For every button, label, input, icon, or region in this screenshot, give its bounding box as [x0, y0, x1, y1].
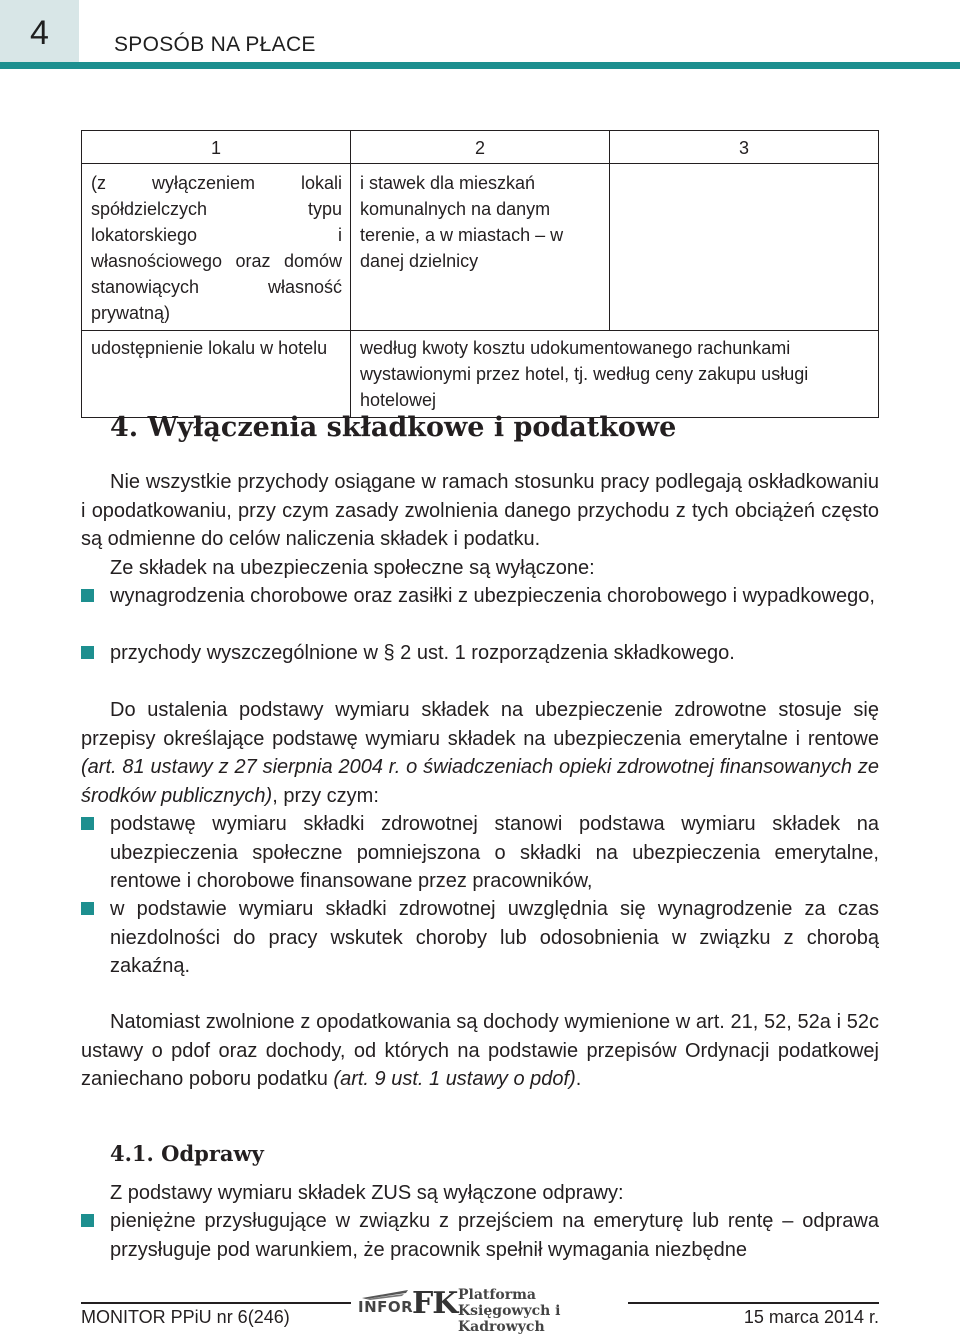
- table-row: [82, 164, 879, 331]
- logo-infor-text: INFOR: [358, 1298, 414, 1316]
- bullet-square-icon: [81, 1214, 94, 1227]
- section-intro-text: Nie wszystkie przychody osiągane w ramach stosunku pracy podlegają oskładkowaniu i opodatkowaniu, przy czym zasady zwolnienia danego przychodu z tych obciążeń często są odmienne do celów naliczenia składek i podatku.: [81, 471, 879, 550]
- bullet-square-icon: [81, 817, 94, 830]
- list-item: [81, 582, 879, 611]
- list-item-text: pieniężne przysługujące w związku z przejściem na emeryturę lub rentę – odprawa przysługuje pod warunkiem, że pracownik spełnił wymagania niezbędne: [110, 1210, 879, 1261]
- tax-text: Natomiast zwolnione z opodatkowania są dochody wymienione w art. 21, 52, 52a i 52c ustawy o pdof oraz dochody, od których na podstawie przepisów Ordynacji podatkowej zaniechano poboru podatku: [81, 1011, 879, 1090]
- table-header-row: [82, 131, 879, 164]
- table-row: [82, 331, 879, 418]
- footer-rule-left: [81, 1302, 351, 1304]
- logo-line2: Księgowych i Kadrowych: [458, 1303, 561, 1335]
- health-text-b: , przy czym:: [272, 784, 379, 807]
- list-item-text: podstawę wymiaru składki zdrowotnej stanowi podstawa wymiaru składek na ubezpieczenia społeczne pomniejszona o składki na ubezpieczenia emerytalne, rentowe i chorobowe finansowane przez pracowników,: [110, 813, 879, 892]
- footer-publication: MONITOR PPiU nr 6(246): [81, 1307, 290, 1327]
- list-item-text: w podstawie wymiaru składki zdrowotnej uwzględnia się wynagrodzenie za czas niezdolności do pracy wskutek choroby lub odosobnienia w związku z chorobą zakaźną.: [110, 898, 879, 977]
- page-number: 4: [30, 14, 49, 52]
- tax-paragraph: [81, 1008, 879, 1094]
- bullet-square-icon: [81, 646, 94, 659]
- table-cell: [610, 164, 879, 331]
- table-cell: i stawek dla mieszkań komunalnych na danym terenie, a w miastach – w danej dzielnicy: [351, 164, 610, 331]
- section-intro: [81, 468, 879, 554]
- infor-fk-logo: [358, 1286, 626, 1335]
- logo-line1: Platforma: [458, 1287, 537, 1303]
- section-title: 4. Wyłączenia składkowe i podatkowe: [110, 412, 677, 443]
- footer-rule-right: [628, 1302, 879, 1304]
- bullet-square-icon: [81, 589, 94, 602]
- subsection-title: 4.1. Odprawy: [110, 1141, 264, 1166]
- running-title: SPOSÓB NA PŁACE: [114, 33, 316, 56]
- logo-fk-text: FK: [412, 1286, 458, 1321]
- footer-date: 15 marca 2014 r.: [743, 1307, 879, 1327]
- table-cell: według kwoty kosztu udokumentowanego rachunkami wystawionymi przez hotel, tj. według ceny zakupu usługi hotelowej: [351, 331, 879, 418]
- tax-end: .: [575, 1068, 582, 1090]
- subsection-intro-text: Z podstawy wymiaru składek ZUS są wyłączone odprawy:: [110, 1182, 624, 1204]
- excluded-intro: [81, 554, 879, 583]
- table-column-header: 2: [351, 131, 610, 164]
- list-item-text: przychody wyszczególnione w § 2 ust. 1 rozporządzenia składkowego.: [110, 642, 735, 664]
- table-cell: (z wyłączeniem lokali spółdzielczych typu lokatorskiego i własnościowego oraz domów stanowiących własność prywatną): [82, 164, 351, 331]
- continuation-table: [81, 130, 879, 418]
- table-column-header: 1: [82, 131, 351, 164]
- bullet-square-icon: [81, 902, 94, 915]
- subsection-intro: [81, 1179, 879, 1208]
- header-rule: [0, 62, 960, 69]
- list-item: [81, 639, 879, 668]
- list-item-text: wynagrodzenia chorobowe oraz zasiłki z ubezpieczenia chorobowego i wypadkowego,: [110, 585, 875, 607]
- health-paragraph: [81, 696, 879, 810]
- list-item: [81, 1207, 879, 1264]
- excluded-intro-text: Ze składek na ubezpieczenia społeczne są wyłączone:: [110, 557, 595, 579]
- health-text-a: Do ustalenia podstawy wymiaru składek na ubezpieczenie zdrowotne stosuje się przepisy określające podstawę wymiaru składek na ubezpieczenia emerytalne i rentowe: [81, 699, 879, 750]
- table-cell: udostępnienie lokalu w hotelu: [82, 331, 351, 418]
- tax-citation: (art. 9 ust. 1 ustawy o pdof): [333, 1068, 576, 1090]
- health-citation: (art. 81 ustawy z 27 sierpnia 2004 r. o świadczeniach opieki zdrowotnej finansowanych ze środków publicznych): [81, 756, 879, 807]
- list-item: [81, 895, 879, 981]
- list-item: [81, 810, 879, 896]
- table-column-header: 3: [610, 131, 879, 164]
